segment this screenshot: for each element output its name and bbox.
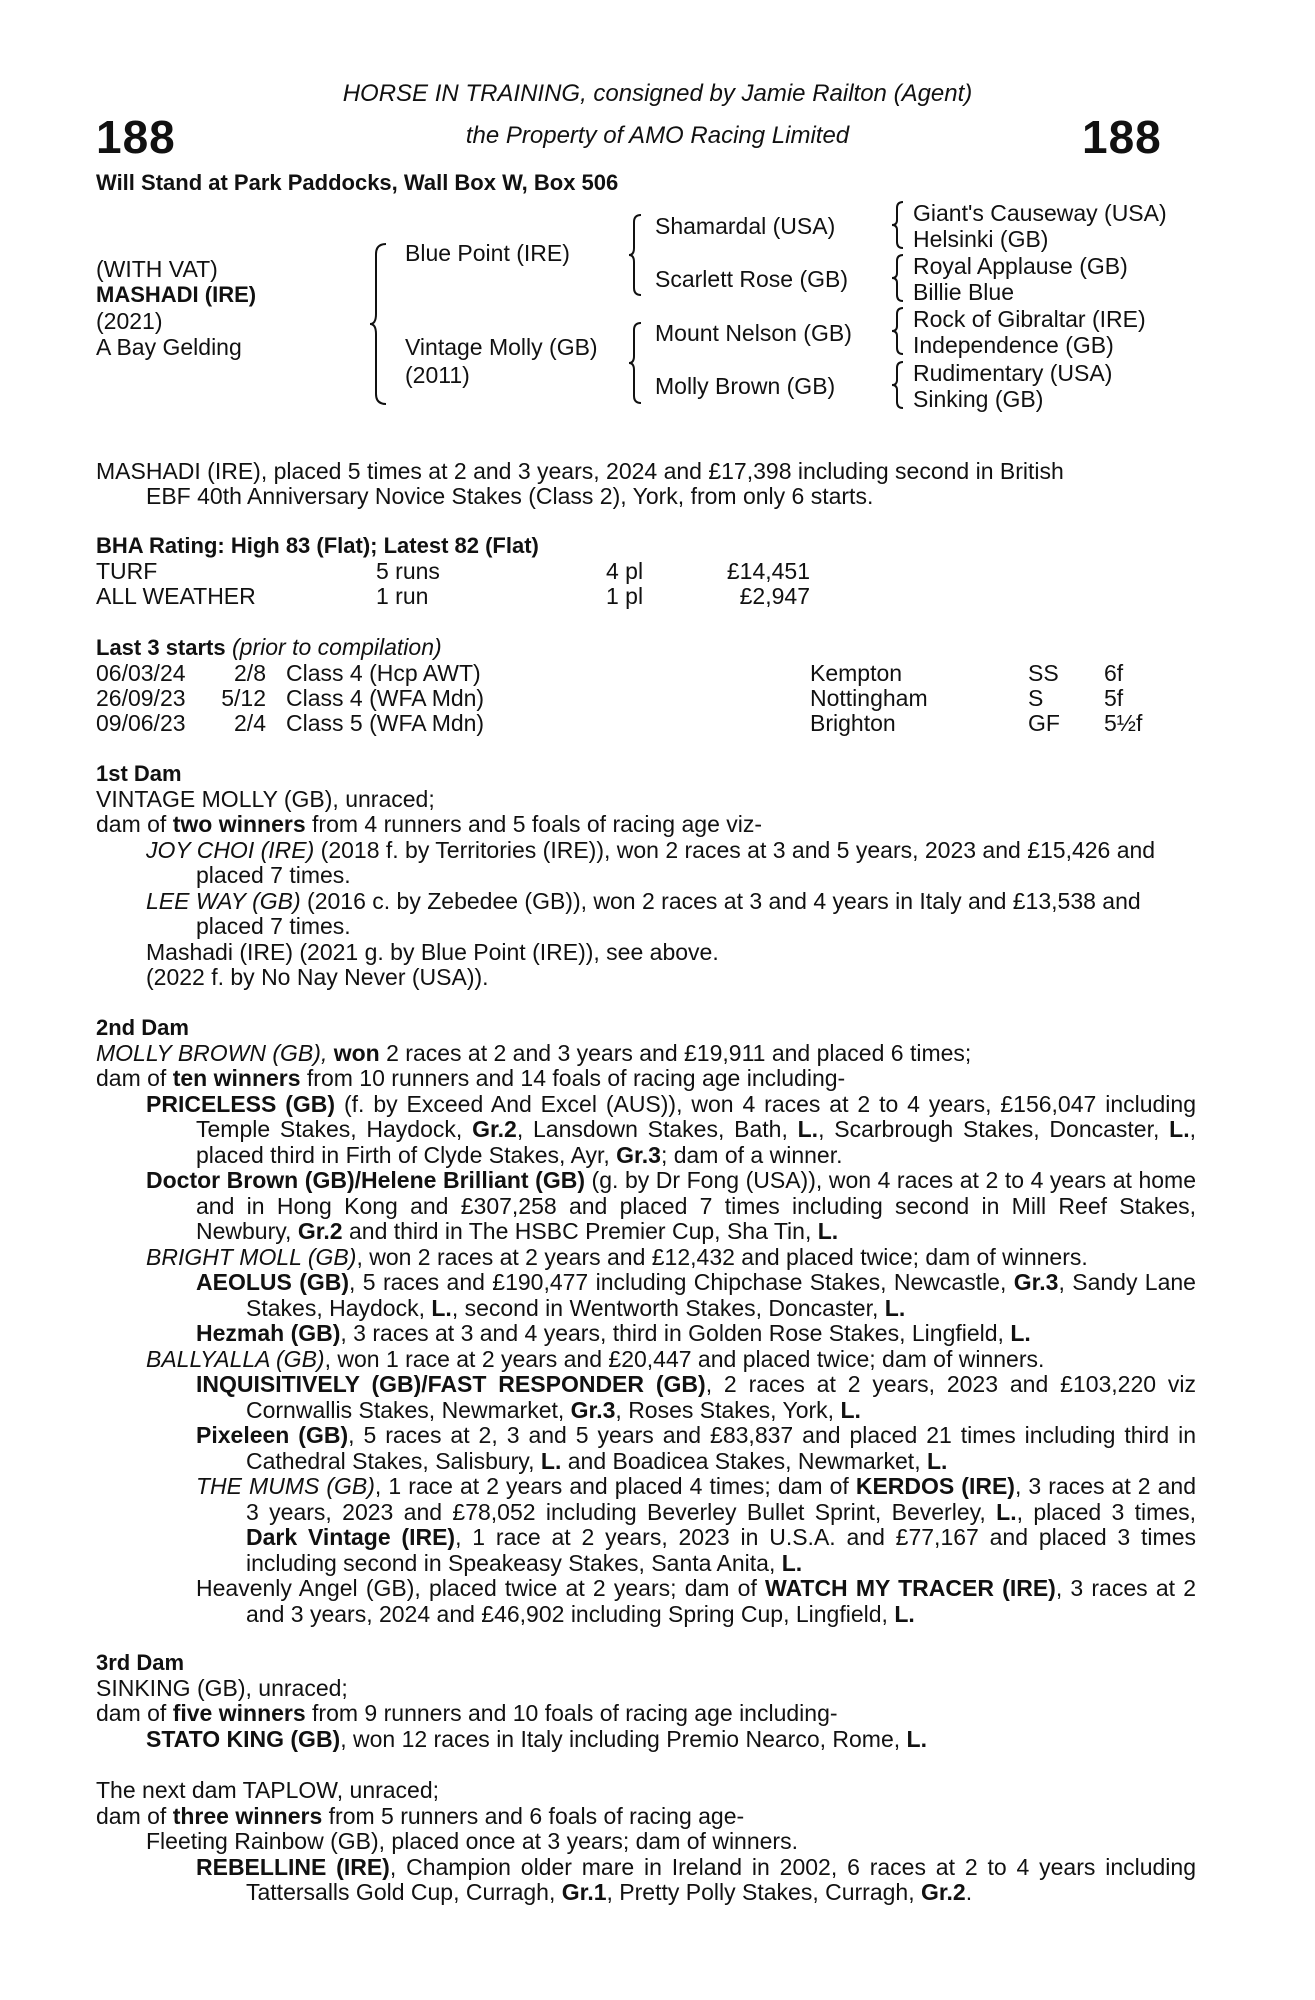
- sire: Blue Point (IRE): [405, 240, 570, 266]
- pedigree-brace-4d: [890, 360, 906, 410]
- first-dam-produce-line: dam of two winners from 4 runners and 5 foals of racing age viz-: [96, 811, 763, 837]
- start-distance: 5½f: [1104, 710, 1143, 736]
- produce-entry: REBELLINE (IRE), Champion older mare in Ireland in 2002, 6 races at 2 to 4 years including Tattersalls Gold Cup, Curragh, Gr.1, Pretty Polly Stakes, Curragh, Gr.2.: [196, 1853, 1197, 1905]
- consignor-line: HORSE IN TRAINING, consigned by Jamie Railton (Agent): [342, 80, 973, 107]
- last-starts-title: Last 3 starts: [96, 635, 226, 660]
- produce-entry: THE MUMS (GB), 1 race at 2 years and placed 4 times; dam of KERDOS (IRE), 3 races at 2 and 3 years, 2023 and £78,052 including Beverley Bullet Sprint, Beverley, L., placed 3 times, Dark Vintage (IRE), 1 race at 2 years, 2023 in U.S.A. and £77,167 and placed 3 times including second in Speakeasy Stakes, Santa Anita, L.: [196, 1473, 1197, 1576]
- start-going: S: [1028, 685, 1044, 711]
- lot-number: 188: [96, 111, 176, 163]
- fourth-dam-produce-line: dam of three winners from 5 runners and 6 foals of racing age-: [96, 1802, 745, 1829]
- start-course: Brighton: [810, 710, 896, 736]
- fourth-dam-line: The next dam TAPLOW, unraced;: [96, 1777, 440, 1803]
- produce-entry: STATO KING (GB), won 12 races in Italy including Premio Nearco, Rome, L.: [146, 1725, 927, 1752]
- bha-turf-placed: 4 pl: [606, 558, 644, 584]
- first-dam-line: VINTAGE MOLLY (GB), unraced;: [96, 785, 435, 812]
- summary-line-1: MASHADI (IRE), placed 5 times at 2 and 3 years, 2024 and £17,398 including second in British: [96, 458, 1064, 484]
- last-starts-note: (prior to compilation): [232, 634, 442, 660]
- start-position: 2/4: [234, 710, 266, 736]
- start-date: 06/03/24: [96, 660, 186, 686]
- produce-entry: Pixeleen (GB), 5 races at 2, 3 and 5 years and £83,837 and placed 21 times including third in Cathedral Stakes, Salisbury, L. and Boadicea Stakes, Newmarket, L.: [196, 1422, 1197, 1474]
- start-going: GF: [1028, 710, 1060, 736]
- bha-turf-amount: £14,451: [726, 558, 810, 584]
- start-class: Class 5 (WFA Mdn): [286, 710, 485, 736]
- horse-description: A Bay Gelding: [96, 334, 242, 360]
- third-dam-title: 3rd Dam: [96, 1650, 185, 1675]
- start-position: 2/8: [234, 660, 266, 686]
- produce-entry: Fleeting Rainbow (GB), placed once at 3 years; dam of winners.: [146, 1828, 798, 1854]
- start-going: SS: [1028, 660, 1059, 686]
- horse-year: (2021): [96, 308, 163, 334]
- produce-entry: (2022 f. by No Nay Never (USA)).: [146, 964, 489, 990]
- third-dam-line: SINKING (GB), unraced;: [96, 1674, 348, 1701]
- horse-name: MASHADI (IRE): [96, 282, 257, 307]
- produce-entry: Hezmah (GB), 3 races at 3 and 4 years, third in Golden Rose Stakes, Lingfield, L.: [196, 1320, 1031, 1346]
- first-dam-title: 1st Dam: [96, 761, 182, 786]
- vat-note: (WITH VAT): [96, 256, 218, 282]
- ped-dds: Rudimentary (USA): [913, 360, 1113, 386]
- ped-sds: Royal Applause (GB): [913, 253, 1128, 279]
- property-line: the Property of AMO Racing Limited: [465, 122, 850, 149]
- bha-aw-amount: £2,947: [739, 583, 810, 609]
- stand-location: Will Stand at Park Paddocks, Wall Box W, Box 506: [96, 170, 619, 195]
- pedigree-brace-4b: [890, 253, 906, 303]
- produce-entry: LEE WAY (GB) (2016 c. by Zebedee (GB)), won 2 races at 3 and 4 years in Italy and £13,538 and placed 7 times.: [146, 887, 1141, 939]
- ped-dss: Rock of Gibraltar (IRE): [913, 306, 1146, 332]
- start-date: 26/09/23: [96, 685, 186, 711]
- produce-entry: INQUISITIVELY (GB)/FAST RESPONDER (GB), 2 races at 2 years, 2023 and £103,220 viz Cornwallis Stakes, Newmarket, Gr.3, Roses Stakes, York, L.: [196, 1371, 1197, 1423]
- start-class: Class 4 (WFA Mdn): [286, 685, 485, 711]
- produce-entry: Mashadi (IRE) (2021 g. by Blue Point (IRE)), see above.: [146, 938, 719, 965]
- start-position: 5/12: [221, 685, 266, 711]
- last-starts-heading: [96, 634, 442, 661]
- sire-sire: Shamardal (USA): [655, 213, 836, 239]
- second-dam-section: [96, 1015, 1196, 1627]
- dam-dam: Molly Brown (GB): [655, 373, 836, 399]
- produce-entry: AEOLUS (GB), 5 races and £190,477 including Chipchase Stakes, Newcastle, Gr.3, Sandy Lane Stakes, Haydock, L., second in Wentworth Stakes, Doncaster, L.: [196, 1269, 1196, 1321]
- pedigree-brace-main: [368, 240, 390, 408]
- bha-turf-runs: 5 runs: [376, 558, 440, 584]
- produce-entry: Heavenly Angel (GB), placed twice at 2 years; dam of WATCH MY TRACER (IRE), 3 races at 2 and 3 years, 2024 and £46,902 including Spring Cup, Lingfield, L.: [196, 1575, 1197, 1627]
- produce-entry: PRICELESS (GB) (f. by Exceed And Excel (AUS)), won 4 races at 2 to 4 years, £156,047 including Temple Stakes, Haydock, Gr.2, Lansdown Stakes, Bath, L., Scarbrough Stakes, Doncaster, L., placed third in Firth of Clyde Stakes, Ayr, Gr.3; dam of a winner.: [146, 1090, 1196, 1168]
- fourth-dam-section: [96, 1778, 1196, 1906]
- pedigree-brace-4a: [890, 200, 906, 250]
- ped-sdd: Billie Blue: [913, 279, 1014, 305]
- third-dam-section: [96, 1650, 1196, 1752]
- pedigree-brace-4c: [890, 306, 906, 356]
- start-date: 09/06/23: [96, 710, 186, 736]
- ped-ssd: Helsinki (GB): [913, 226, 1049, 252]
- bha-aw-runs: 1 run: [376, 583, 429, 609]
- ped-dsd: Independence (GB): [913, 332, 1114, 358]
- start-distance: 6f: [1104, 660, 1124, 686]
- dam: Vintage Molly (GB): [405, 334, 598, 360]
- second-dam-produce-line: dam of ten winners from 10 runners and 14 foals of racing age including-: [96, 1065, 846, 1091]
- produce-entry: JOY CHOI (IRE) (2018 f. by Territories (IRE)), won 2 races at 3 and 5 years, 2023 and £15,426 and placed 7 times.: [146, 836, 1156, 888]
- second-dam-line: MOLLY BROWN (GB), won 2 races at 2 and 3 years and £19,911 and placed 6 times;: [96, 1039, 972, 1066]
- produce-entry: BALLYALLA (GB), won 1 race at 2 years and £20,447 and placed twice; dam of winners.: [146, 1345, 1045, 1372]
- start-course: Nottingham: [810, 685, 928, 711]
- dam-sire: Mount Nelson (GB): [655, 320, 852, 346]
- bha-aw-placed: 1 pl: [606, 583, 644, 609]
- start-course: Kempton: [810, 660, 903, 686]
- ped-ddd: Sinking (GB): [913, 386, 1044, 412]
- summary-line-2: EBF 40th Anniversary Novice Stakes (Class 2), York, from only 6 starts.: [146, 483, 874, 509]
- second-dam-title: 2nd Dam: [96, 1015, 189, 1040]
- sire-dam: Scarlett Rose (GB): [655, 266, 848, 292]
- start-distance: 5f: [1104, 685, 1124, 711]
- dam-year: (2011): [405, 362, 470, 388]
- produce-entry: BRIGHT MOLL (GB), won 2 races at 2 years and £12,432 and placed twice; dam of winners.: [146, 1243, 1088, 1270]
- pedigree-brace-dam: [628, 320, 644, 406]
- first-dam-section: [96, 761, 1196, 991]
- produce-entry: Doctor Brown (GB)/Helene Brilliant (GB) (g. by Dr Fong (USA)), won 4 races at 2 to 4 years at home and in Hong Kong and £307,258 and placed 7 times including second in Mill Reef Stakes, Newbury, Gr.2 and third in The HSBC Premier Cup, Sha Tin, L.: [146, 1167, 1197, 1244]
- bha-aw-surface: ALL WEATHER: [96, 583, 256, 609]
- bha-rating-title: BHA Rating: High 83 (Flat); Latest 82 (Flat): [96, 533, 539, 558]
- pedigree-brace-sire: [628, 212, 644, 298]
- third-dam-produce-line: dam of five winners from 9 runners and 10 foals of racing age including-: [96, 1700, 838, 1726]
- ped-sss: Giant's Causeway (USA): [913, 200, 1167, 226]
- bha-turf-surface: TURF: [96, 558, 158, 584]
- start-class: Class 4 (Hcp AWT): [286, 660, 481, 686]
- lot-number-right: 188: [1082, 111, 1162, 163]
